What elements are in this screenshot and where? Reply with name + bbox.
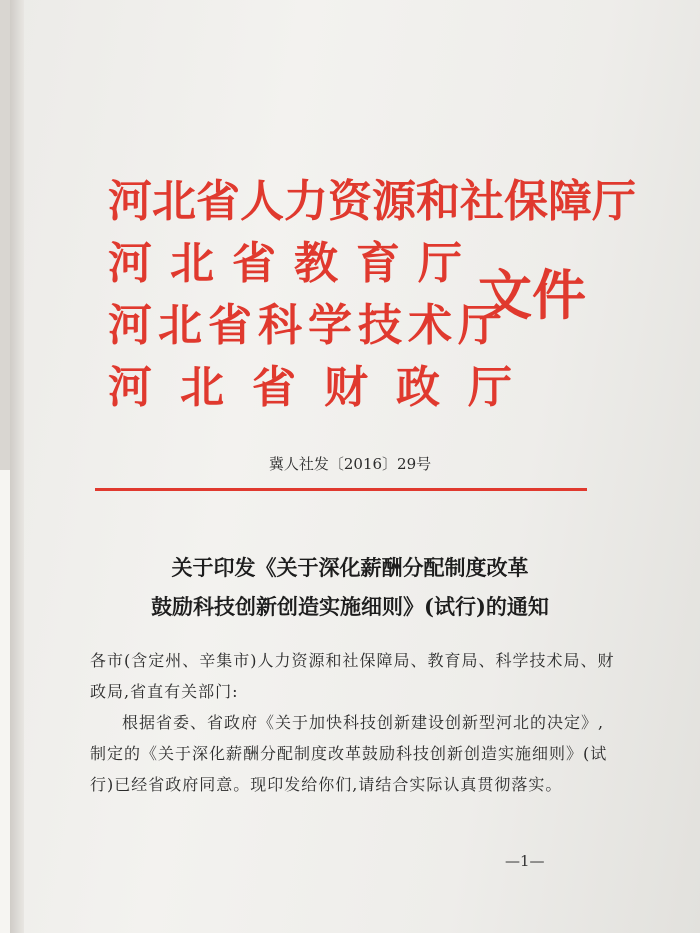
body-paragraph: 根据省委、省政府《关于加快科技创新建设创新型河北的决定》,制定的《关于深化薪酬分配制度改革鼓励科技创新创造实施细则》(试行)已经省政府同意。现印发给你们,请结合实际认真贯彻落实。	[90, 713, 608, 794]
issuer-hr-social-security: 河北省人力资源和社保障厅	[108, 176, 636, 227]
notice-title-line-1: 关于印发《关于深化薪酬分配制度改革	[171, 555, 529, 580]
document-label: 文件	[478, 263, 586, 327]
issuer-finance: 河北省财政厅	[108, 362, 540, 413]
notice-title-line-2: 鼓励科技创新创造实施细则》(试行)的通知	[151, 594, 549, 619]
document-number: 冀人社发〔2016〕29号	[268, 455, 432, 473]
issuer-science-technology: 河北省科学技术厅	[108, 300, 508, 351]
issuer-education: 河北省教育厅	[108, 238, 480, 289]
page-number: —1—	[505, 852, 545, 870]
addressee: 各市(含定州、辛集市)人力资源和社保障局、教育局、科学技术局、财政局,省直有关部门:	[90, 651, 615, 701]
red-separator-line	[95, 488, 587, 491]
